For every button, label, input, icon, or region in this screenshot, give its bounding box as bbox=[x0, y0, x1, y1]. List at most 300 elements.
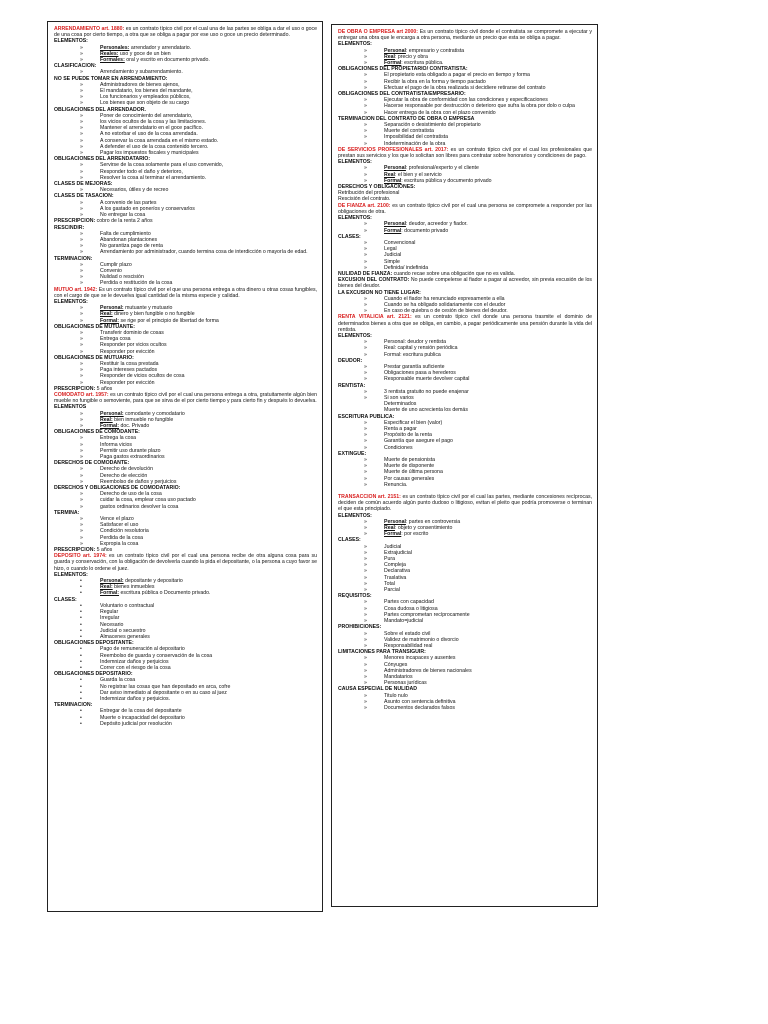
bullet-list bbox=[338, 655, 592, 686]
item-text: Derecho de elección bbox=[100, 472, 148, 479]
contract-definition: es un contrato típico civil donde una persona trasmite el dominio de determinados bienes a otra que se obliga, en cambio, a pagar periódicamente una pensión durante la vida del rentista. bbox=[338, 314, 592, 333]
item-text: depositante y depositario bbox=[123, 578, 183, 585]
item-text: Formal: escritura publica bbox=[384, 351, 441, 358]
item-text: Muerte del contratista bbox=[384, 128, 434, 135]
item-text: Cónyuges bbox=[384, 661, 408, 668]
item-text: Personas jurídicas bbox=[384, 680, 427, 687]
line-label: PRESCRIPCION: bbox=[54, 218, 96, 225]
item-text: Necesario bbox=[100, 621, 124, 628]
line-label: PRESCRIPCION: bbox=[54, 547, 96, 554]
item-text: En caso de quiebra o de cesión de bienes del deudor. bbox=[384, 308, 508, 315]
item-text: Mandato=judicial bbox=[384, 618, 424, 625]
item-text: Pagar los impuestos fiscales y municipales bbox=[100, 150, 199, 157]
contract-title: DEPOSITO art. 1974: bbox=[54, 553, 107, 560]
list-item bbox=[54, 665, 317, 671]
section-heading: CLASES: bbox=[338, 537, 361, 544]
item-text: Condición resolutoria bbox=[100, 528, 149, 535]
section-heading: CLASIFICACION: bbox=[54, 63, 97, 70]
list-item bbox=[338, 178, 592, 184]
item-text: Perdida o restitución de la cosa bbox=[100, 280, 173, 287]
item-text: Nulidad o rescisión bbox=[100, 274, 144, 281]
item-text: Ejecutar la obra de conformidad con las condiciones y especificaciones bbox=[384, 97, 548, 104]
section-heading: ELEMENTOS: bbox=[54, 298, 88, 305]
item-text: : documento privado bbox=[401, 227, 449, 234]
bullet-list bbox=[338, 420, 592, 451]
item-text: Paga gastos extraordinarios bbox=[100, 454, 165, 461]
bullet-list bbox=[54, 82, 317, 107]
section-heading: OBLIGACIONES DEL PROPIETARIO/ CONTRATISTA: bbox=[338, 66, 468, 73]
section-heading: CAUSA ESPECIAL DE NULIDAD bbox=[338, 686, 417, 693]
contract-definition: es un contrato típico civil por el cual una de las partes se obliga a dar el uso o goce de una cosa por cierto tiempo, a otra que se obliga a pagar por ese uso o goce un precio determinado. bbox=[54, 26, 317, 39]
item-term: Formal bbox=[384, 227, 402, 234]
item-text: Muerte de última persona bbox=[384, 469, 443, 476]
item-text: Indeterminación de la obra bbox=[384, 140, 446, 147]
list-item bbox=[54, 69, 317, 75]
item-text: Transferir dominio de cosas bbox=[100, 329, 164, 336]
item-text: Restituir la cosa prestada bbox=[100, 360, 159, 367]
bullet-list bbox=[338, 48, 592, 67]
item-text: Expropia la cosa bbox=[100, 540, 139, 547]
item-text: A no estorbar el uso de la cosa arrendada. bbox=[100, 131, 198, 138]
contract-definition: Es un contrato típico civil por el que una persona entrega a otra dinero u otras cosas fungibles, con el cargo de que se le devuelva igual cantidad de la misma especie y calidad. bbox=[54, 286, 317, 299]
item-text: Perdida de la cosa bbox=[100, 534, 143, 541]
right-column-body bbox=[338, 29, 592, 711]
item-text: Indemnizar daños y perjuicios bbox=[100, 658, 169, 665]
contract-definition: es un contrato típico civil por el cual una persona entrega a otra, gratuitamente algún bien mueble no fungible o semoviente, para que se sirva de el por cierto tiempo y para cierto fin y después lo devuelva. bbox=[54, 391, 317, 405]
item-text: Voluntario o contractual bbox=[100, 602, 155, 609]
item-term: Reales: bbox=[100, 50, 119, 57]
section-heading: CLASES: bbox=[54, 596, 77, 603]
item-text: Falta de cumplimiento bbox=[100, 230, 151, 237]
item-term: Real bbox=[384, 53, 395, 60]
bullet-list bbox=[338, 165, 592, 184]
section-heading: RENTISTA: bbox=[338, 382, 366, 389]
item-text: Menores incapaces y ausentes bbox=[384, 655, 456, 662]
line-text: cobro de la renta 2 años bbox=[95, 218, 153, 225]
item-text: Pago de remuneración al depositario bbox=[100, 646, 185, 653]
section-heading: NO SE PUEDE TOMAR EN ARRENDAMIENTO: bbox=[54, 75, 168, 82]
section-heading: CLASES DE TASACION: bbox=[54, 193, 114, 200]
contract-title: TRANSACCION art. 2151: bbox=[338, 494, 401, 501]
list-item bbox=[54, 187, 317, 193]
list-item bbox=[338, 110, 592, 116]
bullet-list bbox=[54, 411, 317, 430]
item-text: Guarda la cosa bbox=[100, 677, 136, 684]
bullet-list bbox=[54, 45, 317, 64]
item-text: Condiciones bbox=[384, 444, 413, 451]
line-text: No puede compelerse al fiador a pagar al acreedor, sin previa excusión de los bienes del deudor. bbox=[338, 277, 592, 290]
section-heading: ELEMENTOS: bbox=[338, 159, 372, 166]
item-text: Permitir uso durante plazo bbox=[100, 447, 161, 454]
list-item bbox=[54, 634, 317, 640]
bullet-list bbox=[54, 113, 317, 156]
section-heading: ELEMENTOS: bbox=[338, 215, 372, 222]
item-text: Administradores de bienes ajenos, bbox=[100, 81, 180, 88]
list-item bbox=[54, 479, 317, 485]
item-text: Entrega la cosa bbox=[100, 435, 137, 442]
list-item bbox=[54, 696, 317, 702]
item-text: Mandatarios bbox=[384, 673, 413, 680]
item-text: Personal: deudor y rentista bbox=[384, 339, 446, 346]
bullet-list bbox=[338, 364, 592, 383]
item-text: Muerte de pensionista bbox=[384, 457, 436, 464]
item-text: No garantiza pago de renta bbox=[100, 243, 163, 250]
section-heading: OBLIGACIONES DE COMODANTE: bbox=[54, 429, 140, 436]
list-item bbox=[54, 504, 317, 510]
item-text: Responder todo el daño y deterioro, bbox=[100, 168, 183, 175]
contract-paragraph bbox=[54, 287, 317, 299]
bullet-list bbox=[54, 708, 317, 727]
bullet-list bbox=[338, 389, 592, 414]
bullet-list bbox=[338, 519, 592, 538]
item-text: oral y escrito en documento privado. bbox=[124, 57, 210, 64]
item-text: Validez de matrimonio o divorcio bbox=[384, 636, 459, 643]
item-term: Personal bbox=[384, 165, 406, 172]
list-item bbox=[54, 721, 317, 727]
item-text: Extrajudicial bbox=[384, 549, 412, 556]
item-text: bien inmueble no fungible bbox=[112, 416, 174, 423]
item-text: Asunto con sentencia definitiva bbox=[384, 698, 456, 705]
item-text: Hacer entrega de la obra con el plazo convenido bbox=[384, 109, 496, 116]
bullet-list bbox=[338, 457, 592, 488]
item-text: A convenio de las partes bbox=[100, 199, 157, 206]
list-item bbox=[338, 85, 592, 91]
item-text: Simple bbox=[384, 258, 400, 265]
item-term: Personal bbox=[384, 47, 406, 54]
section-heading: ELEMENTOS: bbox=[338, 512, 372, 519]
item-text: Necesarios, útiles y de recreo bbox=[100, 187, 169, 194]
item-text: Recibir la obra en la forma y tiempo pactado bbox=[384, 78, 486, 85]
item-text: Irregular bbox=[100, 615, 120, 622]
bullet-list bbox=[338, 240, 592, 271]
bullet-list bbox=[54, 330, 317, 355]
list-item bbox=[54, 249, 317, 255]
section-heading: TERMINACION DEL CONTRATO DE OBRA O EMPRESA bbox=[338, 115, 475, 122]
bullet-list bbox=[54, 491, 317, 510]
item-text: uso y goce de un bien bbox=[118, 50, 171, 57]
item-text: doc. Privado bbox=[119, 423, 150, 429]
contract-title: ARRENDAMIENTO art. 1880: bbox=[54, 26, 125, 32]
item-text: Cuando el fiador ha renunciado expresamente a ella bbox=[384, 295, 505, 302]
item-text: Responsable muerte devolver capital bbox=[384, 376, 470, 383]
section-heading: DERECHOS DE COMODANTE: bbox=[54, 460, 130, 467]
item-term: Formal: bbox=[100, 423, 120, 429]
item-text: Responder de vicios ocultos de cosa bbox=[100, 373, 185, 380]
bullet-list bbox=[54, 162, 317, 181]
bullet-list bbox=[338, 72, 592, 91]
line-text: 5 años bbox=[95, 547, 113, 554]
item-term: Real: bbox=[100, 416, 113, 423]
item-text: Almacenes generales bbox=[100, 633, 150, 640]
list-item bbox=[338, 587, 592, 593]
item-text: Declarativa bbox=[384, 568, 410, 575]
contract-definition: es un contrato típico civil por el cual los profesionales que prestan sus servicios y los que lo solicitan son libres para contratar sobre honorarios y condiciones de pago. bbox=[338, 146, 592, 160]
list-item bbox=[338, 643, 592, 649]
item-text: Responder por evicción bbox=[100, 379, 155, 386]
bullet-list bbox=[54, 466, 317, 485]
item-term: Personal bbox=[384, 221, 406, 228]
item-text: A defender el uso de la cosa contenido tercero. bbox=[100, 143, 209, 150]
section-heading: TERMINACION: bbox=[54, 702, 93, 709]
item-text: : deudor, acreedor y fiador. bbox=[405, 221, 468, 228]
line-label: NULIDAD DE FIANZA: bbox=[338, 270, 393, 277]
item-text: Definida/ indefinida bbox=[384, 264, 429, 271]
item-text: Imposibilidad del contratista bbox=[384, 134, 449, 141]
bullet-list bbox=[54, 578, 317, 597]
bullet-list bbox=[54, 305, 317, 324]
item-text: Parcial bbox=[384, 587, 400, 594]
item-text: Reembolso de guarda y conservación de la cosa bbox=[100, 652, 213, 659]
item-text: : el bien y el servicio bbox=[394, 171, 442, 178]
section-heading: ELEMENTOS: bbox=[54, 571, 88, 578]
section-heading: OBLIGACIONES DEL ARRENDADOR. bbox=[54, 106, 146, 113]
contract-title: DE OBRA O EMPRESA art 2000: bbox=[338, 29, 419, 35]
item-text: El propietario esta obligado a pagar el precio en tiempo y forma bbox=[384, 72, 530, 79]
left-column-body bbox=[54, 26, 317, 727]
item-text: Derecho de devolución bbox=[100, 466, 154, 473]
bullet-list bbox=[54, 677, 317, 702]
list-item bbox=[54, 280, 317, 286]
item-text: Convencional bbox=[384, 239, 416, 246]
item-text: Los bienes que son objeto de su cargo bbox=[100, 100, 190, 107]
item-text: Poner de conocimiento del arrendatario, bbox=[100, 112, 193, 119]
item-text: Resolver la cosa al terminar el arrendamiento. bbox=[100, 174, 207, 181]
section-heading: ELEMENTOS bbox=[54, 404, 87, 411]
item-text: Satisfacer el uso bbox=[100, 522, 139, 529]
item-text: Mantener el arrendatario en el goce pacífico. bbox=[100, 125, 203, 132]
item-text: Muerte de disponente bbox=[384, 463, 435, 470]
item-text: Judicial bbox=[384, 252, 402, 259]
item-text: Convenio bbox=[100, 267, 122, 274]
section-heading: ELEMENTOS: bbox=[338, 332, 372, 339]
list-item bbox=[338, 308, 592, 314]
item-text: : escritura pública. bbox=[401, 60, 444, 67]
bullet-list bbox=[338, 599, 592, 624]
list-item bbox=[54, 212, 317, 218]
section-heading: LIMITACIONES PARA TRANSIGUIR: bbox=[338, 649, 426, 656]
list-item bbox=[338, 376, 592, 382]
item-text: Renuncia. bbox=[384, 481, 408, 488]
list-item bbox=[338, 482, 592, 488]
contract-paragraph bbox=[54, 26, 317, 38]
item-term: Real: bbox=[100, 311, 113, 318]
item-text: Cumplir plazo bbox=[100, 261, 132, 268]
item-term: Formal bbox=[384, 60, 402, 67]
item-text: Documentos declarados falsos bbox=[384, 704, 455, 711]
item-text: Obligaciones pasa a herederos bbox=[384, 370, 456, 377]
item-text: : profesional/experto y el cliente bbox=[405, 165, 479, 172]
item-term: Real: bbox=[100, 584, 113, 591]
item-text: Determinados bbox=[384, 401, 417, 408]
labeled-line bbox=[338, 277, 592, 289]
item-text: Real: capital y rensión periódica bbox=[384, 345, 458, 352]
line-text: cuando recae sobre una obligación que no es valida. bbox=[392, 270, 516, 277]
section-heading: TERMINACION: bbox=[54, 255, 93, 262]
item-term: Personal: bbox=[100, 410, 124, 417]
item-term: Formal bbox=[384, 531, 402, 538]
item-text: Partes comprometan recíprocamente bbox=[384, 611, 470, 618]
item-text: Cosa dudosa o litigiosa bbox=[384, 605, 438, 612]
item-text: Correr con el riesgo de la cosa bbox=[100, 664, 171, 671]
list-item bbox=[54, 150, 317, 156]
section-heading: OBLIGACIONES DE MUTUARIO: bbox=[54, 354, 134, 361]
bullet-list bbox=[54, 262, 317, 287]
item-term: Personales: bbox=[100, 44, 130, 51]
list-item bbox=[338, 705, 592, 711]
item-text: Entregar de la cosa del depositante bbox=[100, 708, 182, 715]
item-term: Formales: bbox=[100, 57, 125, 64]
item-term: Personal bbox=[384, 518, 406, 525]
bullet-list bbox=[54, 361, 317, 386]
list-item bbox=[54, 175, 317, 181]
item-text: Responsabilidad real bbox=[384, 642, 433, 649]
item-term: Formal: bbox=[100, 317, 120, 324]
item-text: Regular bbox=[100, 609, 119, 616]
item-text: Separación o desistimiento del propietario bbox=[384, 122, 481, 129]
bullet-list bbox=[54, 603, 317, 640]
line-label: PRESCRIPCION: bbox=[54, 385, 96, 392]
contract-definition: es un contrato típico civil por el cual las partes, mediante concesiones recíprocas, deciden de común acuerdo algún punto dudoso o litigioso, evitan el pleito que podría promoverse o terminan el que esta principiado. bbox=[338, 494, 592, 513]
line-text: 5 años bbox=[95, 385, 113, 392]
list-item bbox=[338, 531, 592, 537]
item-text: : partes en controversia bbox=[405, 518, 461, 525]
bullet-list bbox=[338, 339, 592, 358]
item-text: Compleja bbox=[384, 562, 406, 569]
item-text: Traslativa bbox=[384, 574, 407, 581]
bullet-list bbox=[54, 646, 317, 671]
item-text: : escritura pública y documento privado bbox=[401, 177, 492, 184]
bullet-list bbox=[338, 97, 592, 116]
contract-paragraph bbox=[54, 392, 317, 404]
section-heading: DERECHOS Y OBLIGACIONES DE COMODATARIO: bbox=[54, 485, 181, 492]
list-item bbox=[54, 57, 317, 63]
plain-line: Retribución del profesional bbox=[338, 190, 400, 197]
bullet-list bbox=[54, 200, 317, 219]
item-text: A conservar la cosa arrendada en el mismo estado. bbox=[100, 137, 219, 144]
item-term: Real bbox=[384, 171, 395, 178]
contract-definition: es un contrato típico civil por el cual una persona recibe de otra alguna cosa para su guarda y conservación, con la obligación de devolverla cuando la pida el depositante, o la persona a cuyo favor se hizo, o cuando lo ordene el juez. bbox=[54, 553, 318, 572]
item-term: Personal: bbox=[100, 305, 124, 312]
item-text: Muerte o incapacidad del depositario bbox=[100, 714, 185, 721]
list-item bbox=[338, 407, 592, 413]
item-text: Especificar el bien (valor) bbox=[384, 419, 443, 426]
section-heading: CLASES DE MEJORAS: bbox=[54, 181, 113, 188]
right-column-panel bbox=[331, 24, 598, 907]
bullet-list bbox=[338, 693, 592, 712]
item-text: dinero y bien fungible o no fungible bbox=[112, 311, 195, 318]
item-term: Personal: bbox=[100, 578, 124, 585]
section-heading: DERECHOS Y OBLIGACIONES: bbox=[338, 184, 416, 191]
item-text: Responder por vicios ocultos bbox=[100, 342, 167, 349]
contract-paragraph bbox=[54, 553, 317, 572]
section-heading: OBLIGACIONES DEPOSITARIO: bbox=[54, 671, 133, 678]
item-text: Administradores de bienes nacionales bbox=[384, 667, 472, 674]
contract-title: DE SERVICIOS PROFESIONALES art. 2017: bbox=[338, 146, 449, 153]
contract-paragraph bbox=[338, 147, 592, 159]
item-text: Servirse de la cosa solamente para el uso convenido, bbox=[100, 162, 224, 169]
item-text: Total bbox=[384, 580, 395, 587]
list-item bbox=[54, 454, 317, 460]
item-text: Derecho de uso de la cosa bbox=[100, 491, 162, 498]
item-text: Arrendamiento por administrador, cuando termina cosa de interdicción o mayoría de edad. bbox=[100, 249, 308, 256]
item-text: Si son varios bbox=[384, 394, 414, 401]
item-text: Paga intereses pactados bbox=[100, 367, 158, 374]
list-item bbox=[338, 228, 592, 234]
item-text: mutuante y mutuario bbox=[123, 305, 173, 312]
contract-definition: Es un contrato típico civil donde el contratista se compromete a ejecutar y entregar una obra que le encarga a otra persona, mediante un precio que esta se obliga a pagar. bbox=[338, 29, 592, 42]
item-text: Prestar garantía suficiente bbox=[384, 363, 445, 370]
item-text: Reembolso de daños y perjuicios bbox=[100, 478, 177, 485]
item-text: Muerte de uno acrecienta los demás bbox=[384, 407, 468, 414]
list-item bbox=[338, 265, 592, 271]
item-text: : objeto y consentimiento bbox=[394, 525, 453, 532]
item-text: Abandonan plantaciones bbox=[100, 236, 158, 243]
section-heading: ESCRITURA PUBLICA: bbox=[338, 413, 395, 420]
section-heading: OBLIGACIONES DEL ARRENDATARIO: bbox=[54, 156, 151, 163]
item-text: Hacerse responsable por destrucción o deterioro que sufra la obra por dolo o culpa bbox=[384, 103, 575, 110]
item-text: los vicios ocultos de la cosa y las limitaciones. bbox=[100, 119, 207, 126]
list-item bbox=[54, 100, 317, 106]
item-text: No entregar la cosa bbox=[100, 212, 146, 219]
list-item bbox=[338, 141, 592, 147]
section-heading: EXTINGUE: bbox=[338, 450, 367, 457]
contract-title: COMODATO art. 1957: bbox=[54, 391, 109, 398]
item-text: Cuando se ha obligado solidariamente con el deudor bbox=[384, 301, 506, 308]
section-heading: OBLIGACIONES DEPOSITANTE: bbox=[54, 640, 134, 647]
section-heading: DEUDOR: bbox=[338, 357, 363, 364]
bullet-list bbox=[54, 435, 317, 460]
bullet-list bbox=[338, 122, 592, 147]
section-heading: OBLIGACIONES DEL CONTRATISTA/EMPRESARIO: bbox=[338, 91, 466, 98]
item-text: : por escrito bbox=[401, 531, 429, 538]
item-text: comodante y comodatario bbox=[123, 410, 185, 417]
list-item bbox=[338, 445, 592, 451]
bullet-list bbox=[338, 544, 592, 594]
bullet-list bbox=[338, 296, 592, 315]
item-text: Arrendamiento y subarrendamiento. bbox=[100, 69, 183, 76]
bullet-list bbox=[54, 516, 317, 547]
item-text: A los gastado en poneríos y conservarlos bbox=[100, 205, 195, 212]
item-text: Indemnizar daños y perjuicios. bbox=[100, 695, 171, 702]
bullet-list bbox=[338, 221, 592, 233]
item-text: Judicial bbox=[384, 543, 402, 550]
line-label: EXCUSION DEL CONTRATO: bbox=[338, 277, 410, 284]
section-heading: ELEMENTOS: bbox=[54, 38, 88, 45]
contract-paragraph bbox=[338, 203, 592, 215]
item-text: : precio y obra bbox=[394, 53, 428, 60]
item-text: gastos ordinarios devolver la cosa bbox=[100, 503, 179, 510]
item-term: Formal bbox=[384, 177, 402, 184]
contract-title: RENTA VITALICIA art. 2121: bbox=[338, 314, 412, 321]
item-text: arrendador y arrendatario. bbox=[129, 44, 192, 51]
item-text: Responder por evicción bbox=[100, 348, 155, 355]
item-text: se rige por el principio de libertad de forma bbox=[119, 317, 219, 324]
item-text: Pura bbox=[384, 556, 395, 563]
item-text: Propósito de la renta bbox=[384, 432, 432, 439]
contract-paragraph bbox=[338, 494, 592, 513]
item-text: El mandatario, los bienes del mandante, bbox=[100, 88, 193, 95]
section-heading: REQUISITOS: bbox=[338, 593, 372, 600]
item-text: 3 rentista gratuito no puede enajenar bbox=[384, 388, 469, 395]
list-item bbox=[54, 541, 317, 547]
section-heading: LA EXCUSION NO TIENE LUGAR: bbox=[338, 289, 421, 296]
contract-paragraph bbox=[338, 314, 592, 333]
item-text: Dar aviso inmediato al depositante o en su caso al juez bbox=[100, 689, 227, 696]
item-text: Entrega cosa bbox=[100, 336, 131, 343]
item-text: Titulo nulo bbox=[384, 692, 408, 699]
bullet-list bbox=[54, 187, 317, 193]
item-text: Depósito judicial por resolución bbox=[100, 720, 172, 727]
